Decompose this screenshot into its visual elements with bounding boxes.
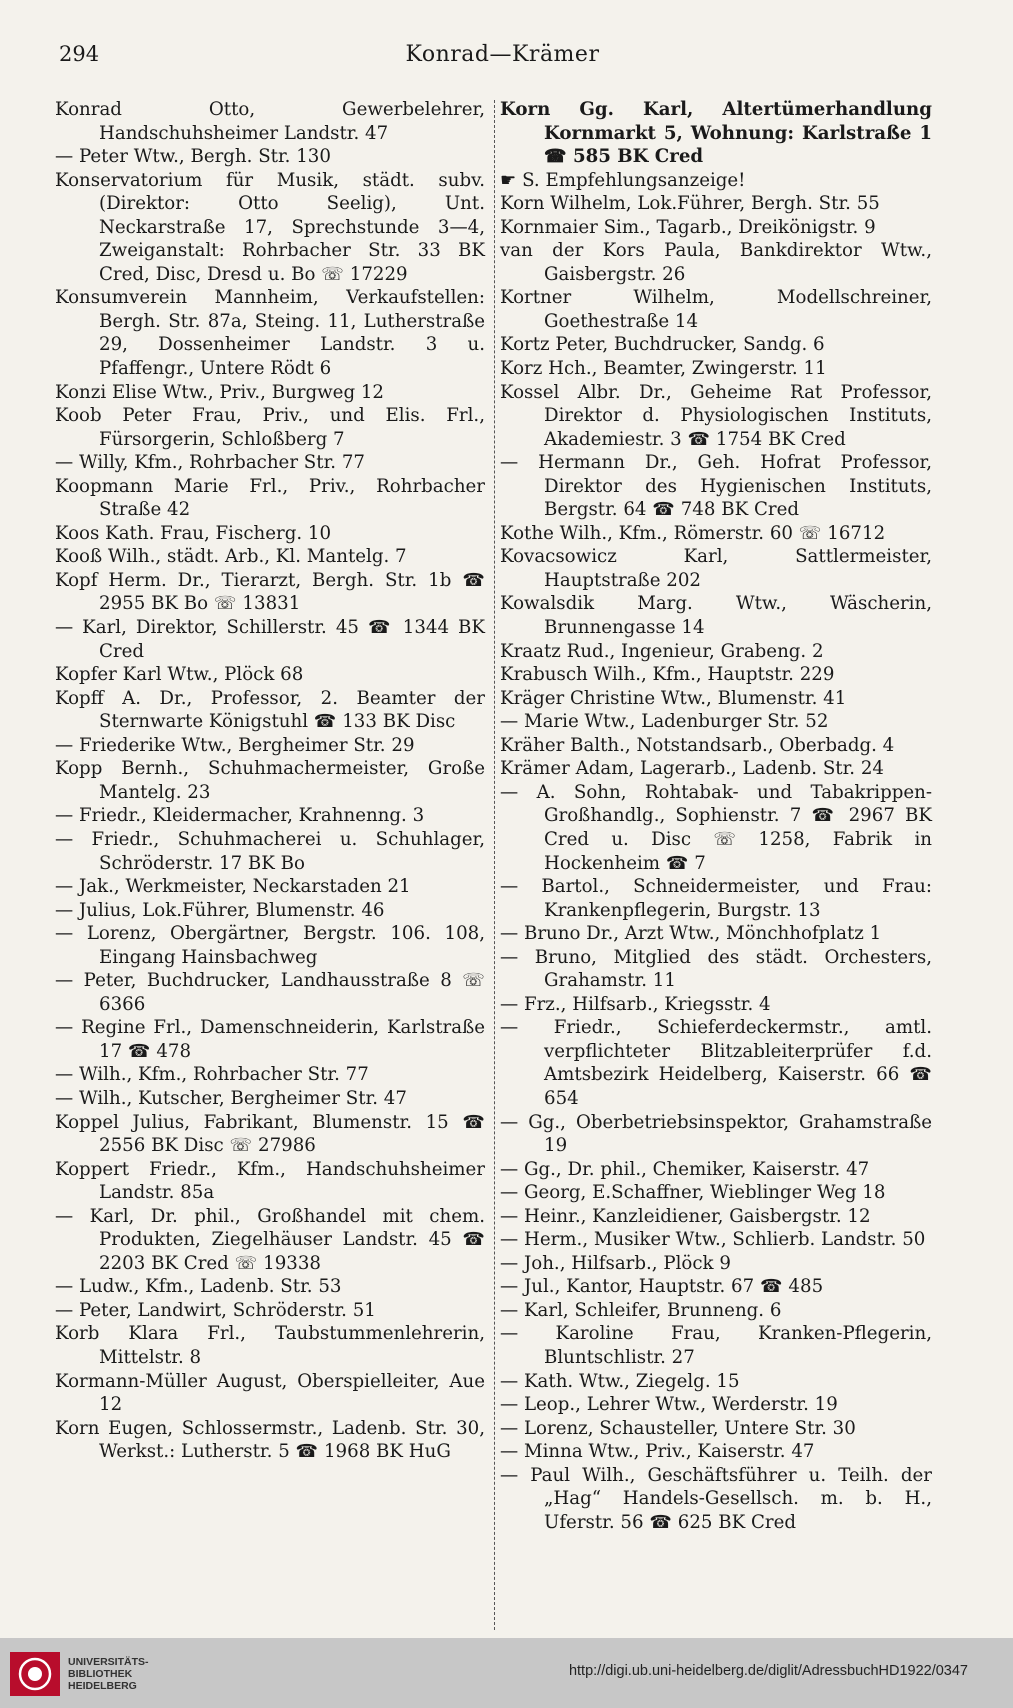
directory-entry: Kothe Wilh., Kfm., Römerstr. 60 ☏ 16712 [500, 522, 886, 544]
directory-entry: Kovacsowicz Karl, Sattlermeister, Hauptstraße 202 [500, 546, 932, 591]
directory-entry: Kortz Peter, Buchdrucker, Sandg. 6 [500, 334, 825, 356]
directory-entry: Korz Hch., Beamter, Zwingerstr. 11 [500, 358, 827, 380]
directory-entry: Korb Klara Frl., Taubstummenlehrerin, Mittelstr. 8 [55, 1323, 485, 1368]
directory-entry: — Friedr., Schieferdeckermstr., amtl. verpflichteter Blitzableiterprüfer f.d. Amtsbezirk Heidelberg, Kaiserstr. 66 ☎ 654 [500, 1017, 932, 1109]
left-column [55, 98, 485, 1464]
directory-entry: Krämer Adam, Lagerarb., Ladenb. Str. 24 [500, 758, 884, 780]
directory-entry: Kopf Herm. Dr., Tierarzt, Bergh. Str. 1b ☎ 2955 BK Bo ☏ 13831 [55, 569, 485, 615]
directory-entry: Kornmaier Sim., Tagarb., Dreikönigstr. 9 [500, 216, 876, 238]
directory-entry: Konzi Elise Wtw., Priv., Burgweg 12 [55, 381, 385, 403]
directory-entry: — A. Sohn, Rohtabak- und Tabakrippen-Großhandlg., Sophienstr. 7 ☎ 2967 BK Cred u. Disc ☏ 1258, Fabrik in Hockenheim ☎ 7 [500, 781, 932, 874]
directory-entry: Kräher Balth., Notstandsarb., Oberbadg. 4 [500, 734, 895, 756]
directory-entry: Koos Kath. Frau, Fischerg. 10 [55, 522, 332, 544]
directory-entry: — Minna Wtw., Priv., Kaiserstr. 47 [500, 1441, 815, 1463]
directory-entry: Konsumverein Mannheim, Verkaufstellen: Bergh. Str. 87a, Steing. 11, Lutherstraße 29, Dossenheimer Landstr. 3 u. Pfaffengr., Untere Rödt 6 [55, 287, 485, 380]
directory-entry: — Gg., Oberbetriebsinspektor, Grahamstraße 19 [500, 1111, 932, 1157]
directory-entry: — Leop., Lehrer Wtw., Werderstr. 19 [500, 1394, 838, 1416]
column-divider [494, 100, 495, 1630]
directory-entry: Koob Peter Frau, Priv., und Elis. Frl., Fürsorgerin, Schloßberg 7 [55, 405, 485, 450]
directory-entry: — Bartol., Schneidermeister, und Frau: Krankenpflegerin, Burgstr. 13 [500, 876, 932, 921]
directory-entry: — Joh., Hilfsarb., Plöck 9 [500, 1252, 731, 1274]
directory-entry: — Georg, E.Schaffner, Wieblinger Weg 18 [500, 1182, 886, 1204]
directory-entry: Korn Eugen, Schlossermstr., Ladenb. Str. 30, Werkst.: Lutherstr. 5 ☎ 1968 BK HuG [55, 1417, 485, 1463]
footer-bar [0, 1638, 1013, 1708]
directory-entry: — Bruno, Mitglied des städt. Orchesters, Grahamstr. 11 [500, 946, 932, 992]
directory-entry: Kräger Christine Wtw., Blumenstr. 41 [500, 687, 847, 709]
directory-entry: — Karl, Schleifer, Brunneng. 6 [500, 1299, 782, 1321]
directory-entry: Kossel Albr. Dr., Geheime Rat Professor, Direktor d. Physiologischen Instituts, Akademiestr. 3 ☎ 1754 BK Cred [500, 381, 932, 450]
directory-entry: — Herm., Musiker Wtw., Schlierb. Landstr. 50 [500, 1229, 926, 1251]
directory-entry: Koppel Julius, Fabrikant, Blumenstr. 15 ☎ 2556 BK Disc ☏ 27986 [55, 1111, 485, 1157]
directory-entry: — Hermann Dr., Geh. Hofrat Professor, Direktor des Hygienischen Instituts, Bergstr. 64 ☎ 748 BK Cred [500, 452, 932, 521]
source-url-link[interactable]: http://digi.ub.uni-heidelberg.de/diglit/AdressbuchHD1922/0347 [568, 1663, 968, 1679]
directory-entry: — Karl, Direktor, Schillerstr. 45 ☎ 1344 BK Cred [55, 617, 485, 662]
directory-entry: — Peter, Buchdrucker, Landhausstraße 8 ☏ 6366 [55, 970, 485, 1015]
directory-entry: — Frz., Hilfsarb., Kriegsstr. 4 [500, 993, 771, 1015]
page-number: 294 [59, 42, 100, 66]
directory-entry: — Karoline Frau, Kranken-Pflegerin, Bluntschlistr. 27 [500, 1323, 932, 1368]
directory-entry: Korn Gg. Karl, Altertümerhandlung Kornmarkt 5, Wohnung: Karlstraße 1 ☎ 585 BK Cred [500, 99, 932, 168]
directory-entry: Kooß Wilh., städt. Arb., Kl. Mantelg. 7 [55, 546, 407, 568]
directory-entry: — Marie Wtw., Ladenburger Str. 52 [500, 711, 829, 733]
directory-entry: — Friederike Wtw., Bergheimer Str. 29 [55, 734, 415, 756]
library-name [68, 1656, 149, 1692]
running-head: Konrad—Krämer [405, 42, 600, 67]
directory-entry: Konservatorium für Musik, städt. subv. (Direktor: Otto Seelig), Unt. Neckarstraße 17, Sprechstunde 3—4, Zweiganstalt: Rohrbacher Str. 33 BK Cred, Disc, Dresd u. Bo ☏ 17229 [55, 169, 485, 285]
directory-entry: Kopff A. Dr., Professor, 2. Beamter der Sternwarte Königstuhl ☎ 133 BK Disc [55, 687, 485, 733]
library-name-line: UNIVERSITÄTS- [68, 1656, 149, 1668]
directory-entry: — Ludw., Kfm., Ladenb. Str. 53 [55, 1276, 342, 1298]
directory-entry: — Peter Wtw., Bergh. Str. 130 [55, 146, 331, 168]
directory-entry: Kopp Bernh., Schuhmachermeister, Große Mantelg. 23 [55, 758, 485, 803]
directory-entry: — Wilh., Kutscher, Bergheimer Str. 47 [55, 1087, 407, 1109]
directory-entry: — Lorenz, Obergärtner, Bergstr. 106. 108, Eingang Hainsbachweg [55, 923, 485, 968]
directory-entry: — Jak., Werkmeister, Neckarstaden 21 [55, 876, 411, 898]
directory-entry: Korn Wilhelm, Lok.Führer, Bergh. Str. 55 [500, 193, 880, 215]
university-seal-icon [10, 1652, 60, 1696]
directory-entry: — Paul Wilh., Geschäftsführer u. Teilh. der „Hag“ Handels-Gesellsch. m. b. H., Uferstr. 56 ☎ 625 BK Cred [500, 1464, 932, 1533]
directory-entry: — Friedr., Schuhmacherei u. Schuhlager, Schröderstr. 17 BK Bo [55, 828, 485, 874]
directory-entry: — Kath. Wtw., Ziegelg. 15 [500, 1370, 740, 1392]
directory-entry: Koopmann Marie Frl., Priv., Rohrbacher Straße 42 [55, 475, 485, 521]
directory-entry: van der Kors Paula, Bankdirektor Wtw., Gaisbergstr. 26 [500, 240, 932, 285]
directory-entry: Kormann-Müller August, Oberspielleiter, Aue 12 [55, 1370, 485, 1416]
directory-entry: Kraatz Rud., Ingenieur, Grabeng. 2 [500, 640, 824, 662]
library-name-line: BIBLIOTHEK [68, 1668, 133, 1680]
directory-entry: — Karl, Dr. phil., Großhandel mit chem. Produkten, Ziegelhäuser Landstr. 45 ☎ 2203 BK Cred ☏ 19338 [55, 1205, 485, 1274]
page-header [55, 40, 950, 76]
directory-entry: — Friedr., Kleidermacher, Krahnenng. 3 [55, 805, 425, 827]
directory-entry: — Lorenz, Schausteller, Untere Str. 30 [500, 1417, 856, 1439]
directory-entry: Kortner Wilhelm, Modellschreiner, Goethestraße 14 [500, 287, 932, 332]
directory-entry: Kowalsdik Marg. Wtw., Wäscherin, Brunnengasse 14 [500, 593, 932, 639]
directory-entry: — Julius, Lok.Führer, Blumenstr. 46 [55, 899, 385, 921]
directory-entry: Konrad Otto, Gewerbelehrer, Handschuhsheimer Landstr. 47 [55, 99, 485, 144]
directory-entry: — Bruno Dr., Arzt Wtw., Mönchhofplatz 1 [500, 923, 882, 945]
directory-entry: — Gg., Dr. phil., Chemiker, Kaiserstr. 47 [500, 1158, 870, 1180]
directory-entry: Koppert Friedr., Kfm., Handschuhsheimer Landstr. 85a [55, 1158, 485, 1204]
directory-entry: — Jul., Kantor, Hauptstr. 67 ☎ 485 [500, 1276, 824, 1298]
directory-entry: — Heinr., Kanzleidiener, Gaisbergstr. 12 [500, 1205, 871, 1227]
library-name-line: HEIDELBERG [68, 1680, 137, 1692]
directory-entry: Krabusch Wilh., Kfm., Hauptstr. 229 [500, 664, 835, 686]
directory-entry: — Regine Frl., Damenschneiderin, Karlstraße 17 ☎ 478 [55, 1017, 485, 1062]
directory-entry: ☛ S. Empfehlungsanzeige! [500, 169, 746, 191]
directory-entry: — Willy, Kfm., Rohrbacher Str. 77 [55, 452, 365, 474]
directory-entry: — Wilh., Kfm., Rohrbacher Str. 77 [55, 1064, 369, 1086]
directory-entry: — Peter, Landwirt, Schröderstr. 51 [55, 1299, 376, 1321]
directory-entry: Kopfer Karl Wtw., Plöck 68 [55, 664, 304, 686]
right-column [500, 98, 932, 1534]
